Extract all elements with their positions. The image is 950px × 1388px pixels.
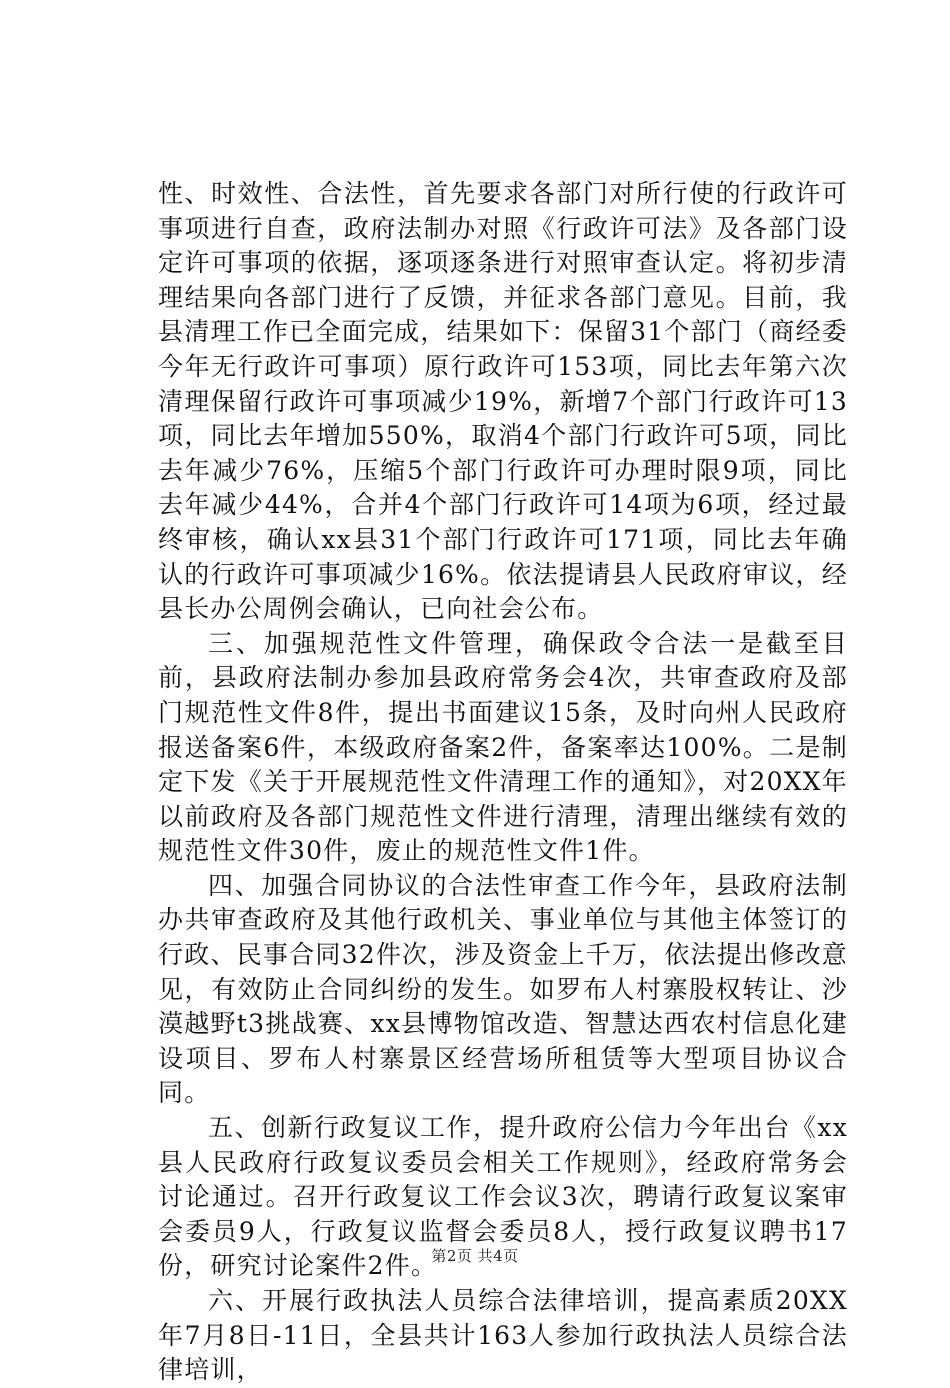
paragraph-continuation: 性、时效性、合法性，首先要求各部门对所行使的行政许可事项进行自查，政府法制办对照《行政许可法》及各部门设定许可事项的依据，逐项逐条进行对照审查认定。将初步清理结果向各部门进行了反馈，并征求各部门意见。目前，我县清理工作已全面完成，结果如下：保留31个部门（商经委今年无行政许可事项）原行政许可153项，同比去年第六次清理保留行政许可事项减少19%，新增7个部门行政许可13项，同比去年增加550%，取消4个部门行政许可5项，同比去年减少76%，压缩5个部门行政许可办理时限9项，同比去年减少44%，合并4个部门行政许可14项为6项，经过最终审核，确认xx县31个部门行政许可171项，同比去年确认的行政许可事项减少16%。依法提请县人民政府审议，经县长办公周例会确认，已向社会公布。 — [158, 179, 848, 624]
document-body — [158, 177, 848, 1388]
paragraph-section-3: 三、加强规范性文件管理，确保政令合法一是截至目前，县政府法制办参加县政府常务会4次，共审查政府及部门规范性文件8件，提出书面建议15条，及时向州人民政府报送备案6件，本级政府备案2件，备案率达100%。二是制定下发《关于开展规范性文件清理工作的通知》，对20XX年以前政府及各部门规范性文件进行清理，清理出继续有效的规范性文件30件，废止的规范性文件1件。 — [158, 628, 848, 866]
paragraph-section-6: 六、开展行政执法人员综合法律培训，提高素质20XX年7月8日-11日，全县共计163人参加行政执法人员综合法律培训， — [158, 1286, 848, 1385]
page-number-footer: 第2页 共4页 — [431, 1247, 519, 1265]
paragraph-section-4: 四、加强合同协议的合法性审查工作今年，县政府法制办共审查政府及其他行政机关、事业单位与其他主体签订的行政、民事合同32件次，涉及资金上千万，依法提出修改意见，有效防止合同纠纷的发生。如罗布人村寨股权转让、沙漠越野t3挑战赛、xx县博物馆改造、智慧达西农村信息化建设项目、罗布人村寨景区经营场所租赁等大型项目协议合同。 — [158, 870, 848, 1108]
paragraph-section-5: 五、创新行政复议工作，提升政府公信力今年出台《xx县人民政府行政复议委员会相关工作规则》，经政府常务会讨论通过。召开行政复议工作会议3次，聘请行政复议案审会委员9人，行政复议监督会委员8人，授行政复议聘书17份，研究讨论案件2件。 — [158, 1113, 848, 1281]
